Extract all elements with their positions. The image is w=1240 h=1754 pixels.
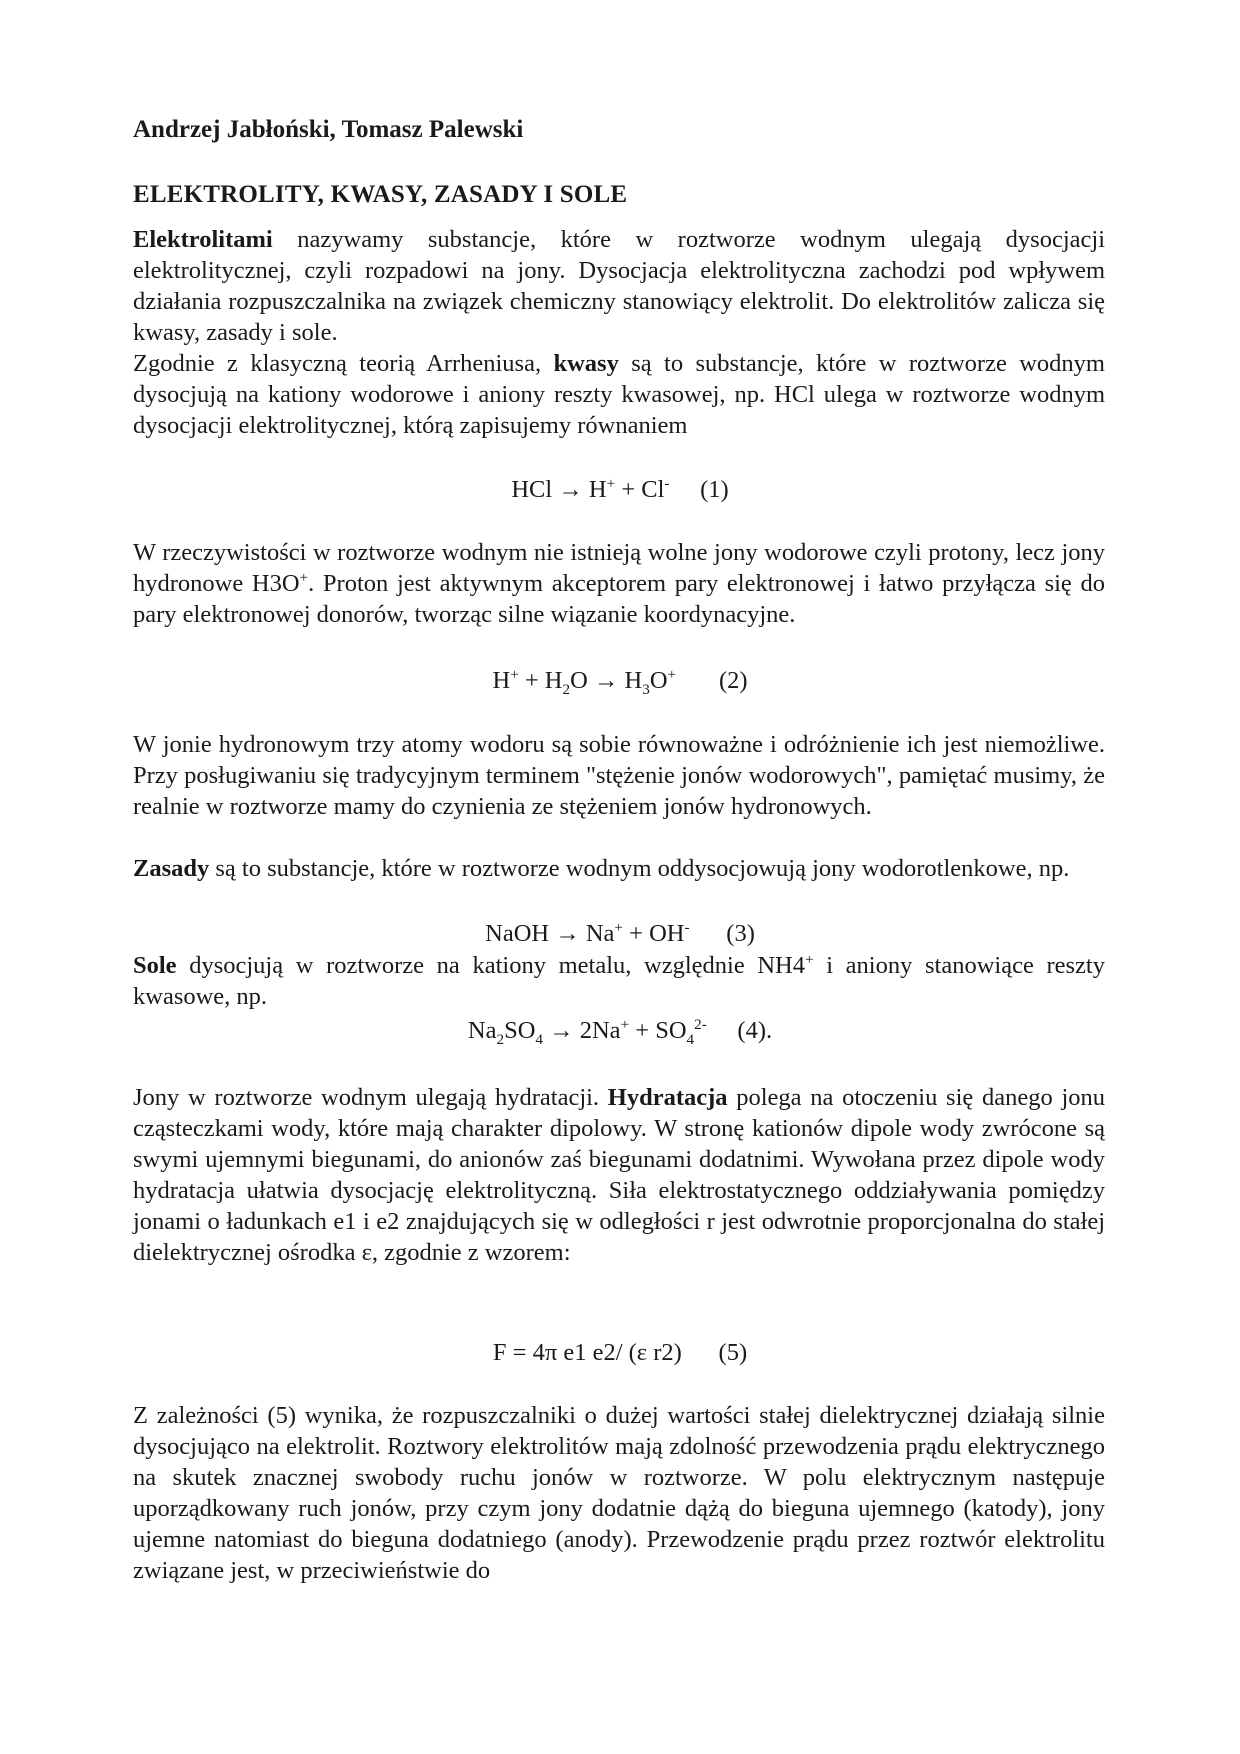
eq2-sub-2: 2 [562, 680, 571, 698]
term-hydration: Hydratacja [607, 1084, 728, 1111]
superscript: + [299, 568, 309, 586]
eq1-lhs: HCl [511, 476, 553, 503]
eq4-so4-charge: 2- [694, 1015, 707, 1033]
eq1-plus: + [615, 476, 642, 503]
eq2-sub-3: 3 [642, 680, 650, 698]
paragraph-hydronium-ion [133, 729, 1105, 822]
eq2-o2: O [649, 667, 668, 694]
paragraph-text: polega na otoczeniu się danego jonu cząsteczkami wody, które mają charakter dipolowy. W stronę kationów dipole wody zwrócone są swymi ujemnymi biegunami, do anionów zaś biegunami dodatnimi. Wywołana przez dipole wody hydratacja ułatwia dysocjację elektrolityczną. Siła elektrostatycznego oddziaływania pomiędzy jonami o ładunkach e1 i e2 znajdujących się w odległości r jest odwrotnie proporcjonalna do stałej dielektrycznej ośrodka ε, zgodnie z wzorem: [133, 1084, 1106, 1266]
paragraph-text: Z zależności (5) wynika, że rozpuszczalniki o dużej wartości stałej dielektrycznej działają silnie dysocjująco na elektrolit. Roztwory elektrolitów mają zdolność przewodzenia prądu elektrycznego na skutek znacznej swobody ruchu jonów w roztworze. W polu elektrycznym następuje uporządkowany ruch jonów, przy czym jony dodatnie dążą do bieguna ujemnego (katody), jony ujemne natomiast do bieguna dodatniego (anody). Przewodzenie prądu przez roztwór elektrolitu związane jest, w przeciwieństwie do [133, 1402, 1105, 1584]
eq4-2na: 2Na [573, 1017, 621, 1044]
eq4-so4: + SO [629, 1017, 687, 1044]
eq1-h: H [588, 476, 607, 503]
eq3-na: Na [579, 920, 615, 947]
eq3-oh-charge: - [684, 918, 690, 936]
eq4-sub-4: 4 [535, 1030, 543, 1048]
term-acids: kwasy [553, 350, 619, 377]
equation-number: (4). [737, 1017, 773, 1044]
paragraph-text: W rzeczywistości w roztworze wodnym nie istnieją wolne jony wodorowe czyli protony, lecz jony hydronowe H3O [133, 539, 1105, 597]
paragraph-text: . Proton jest aktywnym akceptorem pary elektronowej i łatwo przyłącza się do pary elektronowej donorów, tworząc silne wiązanie koordynacyjne. [133, 570, 1105, 628]
paragraph-text: i aniony stanowiące reszty kwasowe, np. [133, 952, 1105, 1010]
equation-3 [0, 918, 1240, 949]
term-salts: Sole [133, 952, 177, 979]
paragraph-text: Zgodnie z klasyczną teorią Arrheniusa, [133, 350, 554, 377]
eq2-h-charge: + [510, 665, 519, 683]
paragraph-text: są to substancje, które w roztworze wodnym oddysocjowują jony wodorotlenkowe, np. [209, 855, 1070, 882]
eq4-na: Na [467, 1017, 497, 1044]
eq4-sub-4b: 4 [686, 1030, 695, 1048]
authors: Andrzej Jabłoński, Tomasz Palewski [133, 116, 524, 143]
paragraph-text: dysocjują w roztworze na kationy metalu, względnie NH4 [176, 952, 805, 979]
paragraph-conduction [133, 1400, 1105, 1586]
paragraph-text: nazywamy substancje, które w roztworze wodnym ulegają dysocjacji elektrolitycznej, czyli rozpadowi na jony. Dysocjacja elektrolityczna zachodzi pod wpływem działania rozpuszczalnika na związek chemiczny stanowiący elektrolit. Do elektrolitów zalicza się kwasy, zasady i sole. [133, 226, 1105, 346]
superscript: + [805, 950, 814, 968]
paragraph-electrolytes [133, 224, 1105, 348]
eq1-h-charge: + [606, 474, 616, 492]
paragraph-acids [133, 348, 1105, 441]
term-bases: Zasady [133, 855, 210, 882]
eq2-h: H [492, 667, 511, 694]
eq2-o: O [570, 667, 594, 694]
paragraph-bases [133, 853, 1105, 884]
equation-5 [0, 1337, 1240, 1368]
equation-number: (1) [700, 476, 729, 503]
eq1-cl: Cl [641, 476, 665, 503]
paragraph-hydration [133, 1082, 1105, 1268]
paragraph-text: Jony w roztworze wodnym ulegają hydratacji. [133, 1084, 608, 1111]
eq4-so: SO [504, 1017, 536, 1044]
equation-number: (2) [718, 667, 748, 694]
eq5-formula: F = 4π e1 e2/ (ε r2) [492, 1339, 682, 1366]
eq3-oh: + OH [623, 920, 685, 947]
eq2-h3o: H [618, 667, 643, 694]
equation-2 [0, 665, 1240, 696]
eq4-sub-2: 2 [496, 1030, 505, 1048]
eq1-cl-charge: - [664, 474, 670, 492]
arrow-symbol: → [549, 1017, 574, 1044]
equation-1 [0, 474, 1240, 505]
eq3-lhs: NaOH [485, 920, 556, 947]
eq2-water: + H [518, 667, 563, 694]
arrow-symbol: → [555, 920, 580, 947]
equation-4 [0, 1015, 1240, 1046]
document-title: ELEKTROLITY, KWASY, ZASADY I SOLE [133, 181, 628, 208]
arrow-symbol: → [593, 667, 619, 694]
equation-number: (3) [726, 920, 755, 947]
arrow-symbol: → [558, 476, 583, 503]
paragraph-text: są to substancje, które w roztworze wodnym dysocjują na kationy wodorowe i aniony reszty kwasowej, np. HCl ulega w roztworze wodnym dysocjacji elektrolitycznej, którą zapisujemy równaniem [133, 350, 1105, 439]
paragraph-text: W jonie hydronowym trzy atomy wodoru są sobie równoważne i odróżnienie ich jest niemożliwe. Przy posługiwaniu się tradycyjnym terminem "stężenie jonów wodorowych", pamiętać musimy, że realnie w roztworze mamy do czynienia ze stężeniem jonów hydronowych. [133, 731, 1105, 820]
eq4-na-charge: + [620, 1015, 630, 1033]
paragraph-hydronium [133, 537, 1105, 630]
eq2-h3o-charge: + [667, 665, 677, 683]
term-electrolytes: Elektrolitami [133, 226, 273, 253]
equation-number: (5) [718, 1339, 748, 1366]
paragraph-salts [133, 950, 1105, 1012]
eq3-na-charge: + [614, 918, 623, 936]
